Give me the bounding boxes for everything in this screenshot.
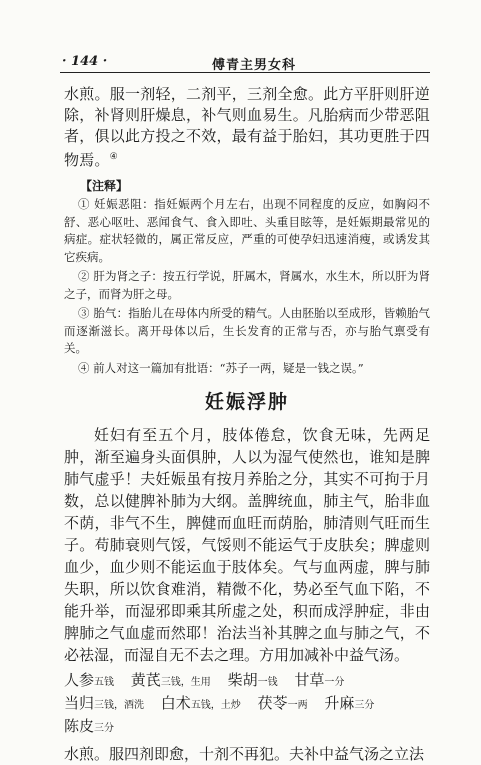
herb-name: 柴胡 xyxy=(227,671,258,689)
herb-name: 甘草 xyxy=(294,671,325,689)
herb-dose: 一两 xyxy=(287,700,308,711)
header-rule xyxy=(60,72,430,73)
formula-herb xyxy=(64,671,114,689)
running-title: 傅青主男女科 xyxy=(212,58,297,73)
continued-paragraph xyxy=(64,84,430,171)
formula-herb xyxy=(258,694,308,712)
formula-herb xyxy=(64,694,144,712)
herb-dose: 五钱，土炒 xyxy=(190,700,241,711)
formula-herb xyxy=(294,671,344,689)
note-item: ① 妊娠恶阻：指妊娠两个月左右，出现不同程度的反应，如胸闷不舒、恶心呕吐、恶闻食气、食入即吐、头重目眩等，是妊娠期最常见的病症。症状轻微的，属正常反应，严重的可使孕妇迅速消瘦，或诱发其它疾病。 xyxy=(64,197,430,264)
formula-herb xyxy=(64,717,114,735)
herb-dose: 一分 xyxy=(324,677,345,688)
page-content xyxy=(64,84,430,765)
herb-dose: 三分 xyxy=(354,700,375,711)
herb-name: 黄芪 xyxy=(130,671,161,689)
tail-paragraph: 水煎。服四剂即愈，十剂不再犯。夫补中益气汤之立法 xyxy=(64,745,425,763)
formula-herb xyxy=(228,671,278,689)
herb-name: 人参 xyxy=(64,671,95,689)
page-header xyxy=(62,54,428,74)
herb-name: 白术 xyxy=(160,694,191,712)
herb-dose: 三钱，酒洗 xyxy=(94,700,145,711)
note-item: ③ 胎气：指胎儿在母体内所受的精气。人由胚胎以至成形，皆赖胎气而逐渐滋长。离开母体以后，生长发育的正常与否，亦与胎气禀受有关。 xyxy=(64,306,430,355)
formula-herb xyxy=(324,694,374,712)
formula-herb xyxy=(161,694,241,712)
herb-name: 当归 xyxy=(64,694,95,712)
herb-dose: 三钱，生用 xyxy=(160,677,211,688)
note-item: ④ 前人对这一篇加有批语：“苏子一两，疑是一钱之误。” xyxy=(78,360,364,375)
formula xyxy=(64,670,430,739)
notes-heading: 【注释】 xyxy=(80,179,129,193)
formula-herb xyxy=(131,671,211,689)
section-title: 妊娠浮肿 xyxy=(204,391,289,413)
continued-paragraph-text: 水煎。服一剂轻，二剂平，三剂全愈。此方平肝则肝逆除，补肾则肝燥息，补气则血易生。凡胎病而少带恶阻者，俱以此方投之不效，最有益于胎妇，其功更胜于四物焉。 xyxy=(64,85,430,169)
footnote-mark: ④ xyxy=(109,152,118,162)
section-body: 妊妇有至五个月，肢体倦怠，饮食无味，先两足肿，渐至遍身头面俱肿，人以为湿气使然也，谁知是脾肺气虚乎！夫妊娠虽有按月养胎之分，其实不可拘于月数，总以健脾补肺为大纲。盖脾统血，肺主气，胎非血不荫，非气不生，脾健而血旺而荫胎，肺清则气旺而生子。苟肺衰则气馁，气馁则不能运气于皮肤矣；脾虚则血少，血少则不能运血于肢体矣。气与血两虚，脾与肺失职，所以饮食难消，精微不化，势必至气血下陷，不能升举，而湿邪即乘其所虚之处，积而成浮肿症，非由脾肺之气血虚而然耶！治法当补其脾之血与肺之气，不必祛湿，而湿自无不去之理。方用加减补中益气汤。 xyxy=(64,426,430,664)
page-number: · 144 · xyxy=(62,54,108,69)
herb-name: 陈皮 xyxy=(64,717,95,735)
note-item: ② 肝为肾之子：按五行学说，肝属木，肾属水，水生木，所以肝为肾之子，而肾为肝之母。 xyxy=(64,269,430,301)
herb-dose: 五钱 xyxy=(94,677,115,688)
herb-name: 茯苓 xyxy=(257,694,288,712)
herb-dose: 一钱 xyxy=(257,677,278,688)
herb-dose: 三分 xyxy=(94,723,115,734)
herb-name: 升麻 xyxy=(324,694,355,712)
